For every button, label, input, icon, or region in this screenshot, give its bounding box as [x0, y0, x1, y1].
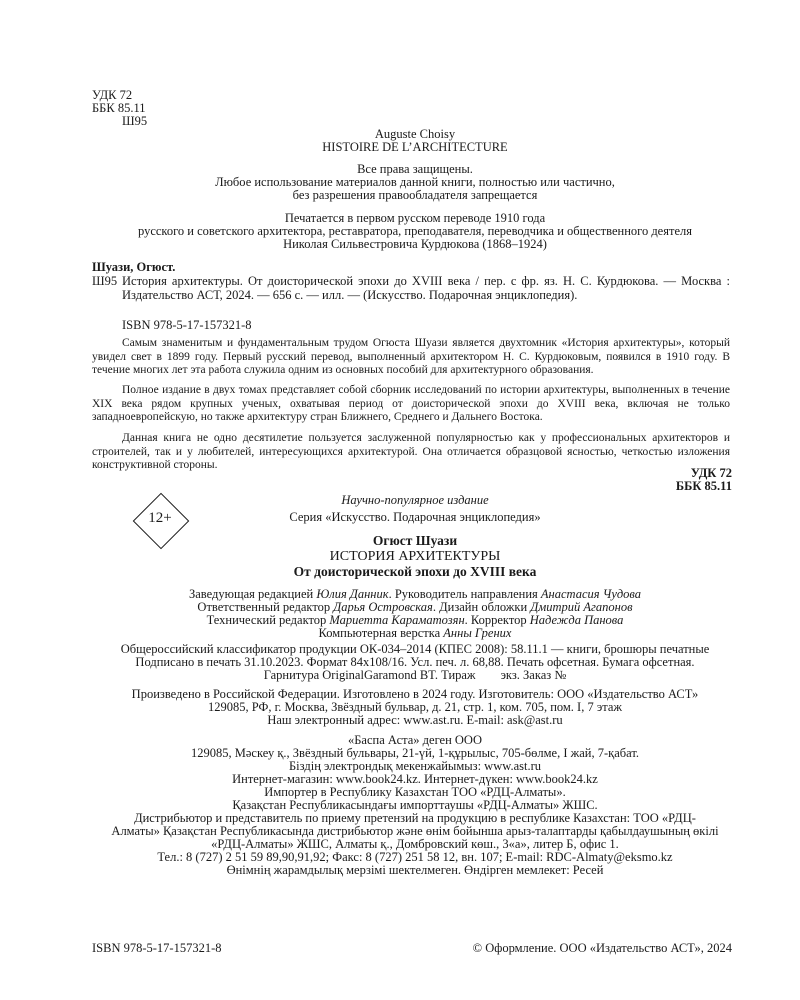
credit-role-editorial-head: Заведующая редакцией	[188, 587, 317, 601]
genre: Научно-популярное издание	[341, 493, 489, 507]
credit-name-tech-editor: Мариетта Караматозян	[329, 613, 465, 627]
credit-role-proofreader: . Корректор	[464, 613, 530, 627]
credit-role-cover: . Дизайн обложки	[432, 600, 531, 614]
print-info-1: Общероссийский классификатор продукции ОК-034–2014 (КПЕС 2008): 58.11.1 — книги, брошюры печатные	[120, 642, 710, 656]
kz-info-4: Интернет-магазин: www.book24.kz. Интернет-дүкен: www.book24.kz	[232, 772, 598, 786]
kz-info-1: «Баспа Аста» деген ООО	[347, 733, 482, 747]
credit-role-direction-head: . Руководитель направления	[388, 587, 541, 601]
book-subtitle: От доисторической эпохи до XVIII века	[293, 564, 537, 579]
credit-name-editor: Дарья Островская	[333, 600, 433, 614]
kz-info-7: Дистрибьютор и представитель по приему претензий на продукцию в республике Казахстан: ТОО «РДЦ-	[134, 811, 696, 825]
credit-role-layout: Компьютерная верстка	[318, 626, 444, 640]
credit-name-editorial-head: Юлия Данник	[316, 587, 389, 601]
kz-info-9: «РДЦ-Алматы» ЖШС, Алматы қ., Домбровский көш., 3«а», литер Б, офис 1.	[211, 837, 619, 851]
catalog-isbn: ISBN 978-5-17-157321-8	[122, 318, 252, 332]
credit-name-layout: Анны Грених	[443, 626, 512, 640]
kz-info-5: Импортер в Республику Казахстан ТОО «РДЦ-Алматы».	[264, 785, 566, 799]
credit-name-cover: Дмитрий Агапонов	[530, 600, 633, 614]
series: Серия «Искусство. Подарочная энциклопедия»	[289, 510, 541, 524]
author-name: Огюст Шуази	[372, 533, 458, 548]
credit-role-editor: Ответственный редактор	[197, 600, 334, 614]
print-info-3: Гарнитура OriginalGaramond BT. Тираж экз. Заказ №	[263, 668, 567, 682]
age-rating: 12+	[148, 510, 172, 526]
rights-line-3: без разрешения правообладателя запрещается	[292, 188, 538, 202]
bbk-bottom: ББК 85.11	[675, 479, 732, 493]
catalog-entry: История архитектуры. От доисторической эпохи до XVIII века / пер. с фр. яз. Н. С. Курдюкова. — Москва : Издательство АСТ, 2024. — 656 с. — илл. — (Искусство. Подарочная энциклопедия).	[122, 274, 730, 302]
bbk-top: ББК 85.11	[92, 101, 146, 115]
book-title: ИСТОРИЯ АРХИТЕКТУРЫ	[329, 549, 501, 564]
annotation-paragraph-1: Самым знаменитым и фундаментальным трудом Огюста Шуази является двухтомник «История архитектуры», который увидел свет в 1899 году. Первый русский перевод, выполненный архитектором Н. С. Курдюковым, появился в 1910 году. В течение многих лет эта работа служила одним из основных пособий для архитектурного образования.	[92, 337, 730, 376]
kz-info-3: Біздің электрондық мекенжайымыз: www.ast.ru	[289, 759, 541, 773]
publisher-info-2: 129085, РФ, г. Москва, Звёздный бульвар, д. 21, стр. 1, ком. 705, пом. I, 7 этаж	[207, 700, 623, 714]
catalog-mark: Ш95	[92, 274, 118, 288]
credit-name-proofreader: Надежда Панова	[529, 613, 624, 627]
annotation-paragraph-3: Данная книга не одно десятилетие пользуется заслуженной популярностью как у профессиональных архитекторов и строителей, так и у любителей, интересующихся архитектурой. Она отличается образцовой ясностью, четкостью изложения конструктивной стороны.	[92, 432, 730, 471]
kz-info-8: Алматы» Қазақстан Республикасында дистрибьютор және өнім бойынша арыз-талаптарды қабылдаушының өкілі	[111, 824, 719, 838]
rights-line-1: Все права защищены.	[357, 162, 473, 176]
author-mark-top: Ш95	[122, 114, 148, 128]
kz-info-11: Өнімнің жарамдылық мерзімі шектелмеген. Өндірген мемлекет: Ресей	[226, 863, 604, 877]
credit-name-direction-head: Анастасия Чудова	[540, 587, 642, 601]
footer-copyright: © Оформление. ООО «Издательство АСТ», 2024	[472, 941, 732, 955]
credits-line-4	[90, 626, 740, 640]
kz-info-6: Қазақстан Республикасындағы импорттаушы «РДЦ-Алматы» ЖШС.	[232, 798, 598, 812]
credits-line-2	[90, 600, 740, 614]
udk-bottom: УДК 72	[690, 466, 732, 480]
footer-isbn: ISBN 978-5-17-157321-8	[92, 941, 222, 955]
publisher-info-1: Произведено в Российской Федерации. Изготовлено в 2024 году. Изготовитель: ООО «Издательство АСТ»	[131, 687, 699, 701]
publisher-info-3: Наш электронный адрес: www.ast.ru. E-mail: ask@ast.ru	[267, 713, 563, 727]
kz-info-2: 129085, Мәскеу қ., Звёздный бульвары, 21-үй, 1-құрылыс, 705-бөлме, I жай, 7-қабат.	[191, 746, 639, 760]
translation-note-2: русского и советского архитектора, реставратора, преподавателя, переводчика и общественного деятеля	[138, 224, 692, 238]
credits-line-1	[90, 587, 740, 601]
translation-note-1: Печатается в первом русском переводе 1910 года	[284, 211, 546, 225]
catalog-heading: Шуази, Огюст.	[92, 260, 176, 274]
rights-line-2: Любое использование материалов данной книги, полностью или частично,	[215, 175, 615, 189]
kz-info-10: Тел.: 8 (727) 2 51 59 89,90,91,92; Факс: 8 (727) 251 58 12, вн. 107; E-mail: RDC-Almaty@eksmo.kz	[157, 850, 673, 864]
print-info-2: Подписано в печать 31.10.2023. Формат 84x108/16. Усл. печ. л. 68,88. Печать офсетная. Бумага офсетная.	[135, 655, 695, 669]
credits-line-3	[90, 613, 740, 627]
translation-note-3: Николая Сильвестровича Курдюкова (1868–1924)	[283, 237, 547, 251]
credit-role-tech-editor: Технический редактор	[206, 613, 330, 627]
original-title: HISTOIRE DE L’ARCHITECTURE	[322, 140, 508, 154]
original-author: Auguste Choisy	[374, 127, 456, 141]
annotation-paragraph-2: Полное издание в двух томах представляет собой сборник исследований по истории архитектуры, выполненных в течение XIX века рядом крупных ученых, охватывая период от доисторической эпохи до XVIII века, включая не только западноевропейскую, но также архитектуру стран Ближнего, Среднего и Дальнего Востока.	[92, 384, 730, 423]
udk-top: УДК 72	[92, 88, 133, 102]
